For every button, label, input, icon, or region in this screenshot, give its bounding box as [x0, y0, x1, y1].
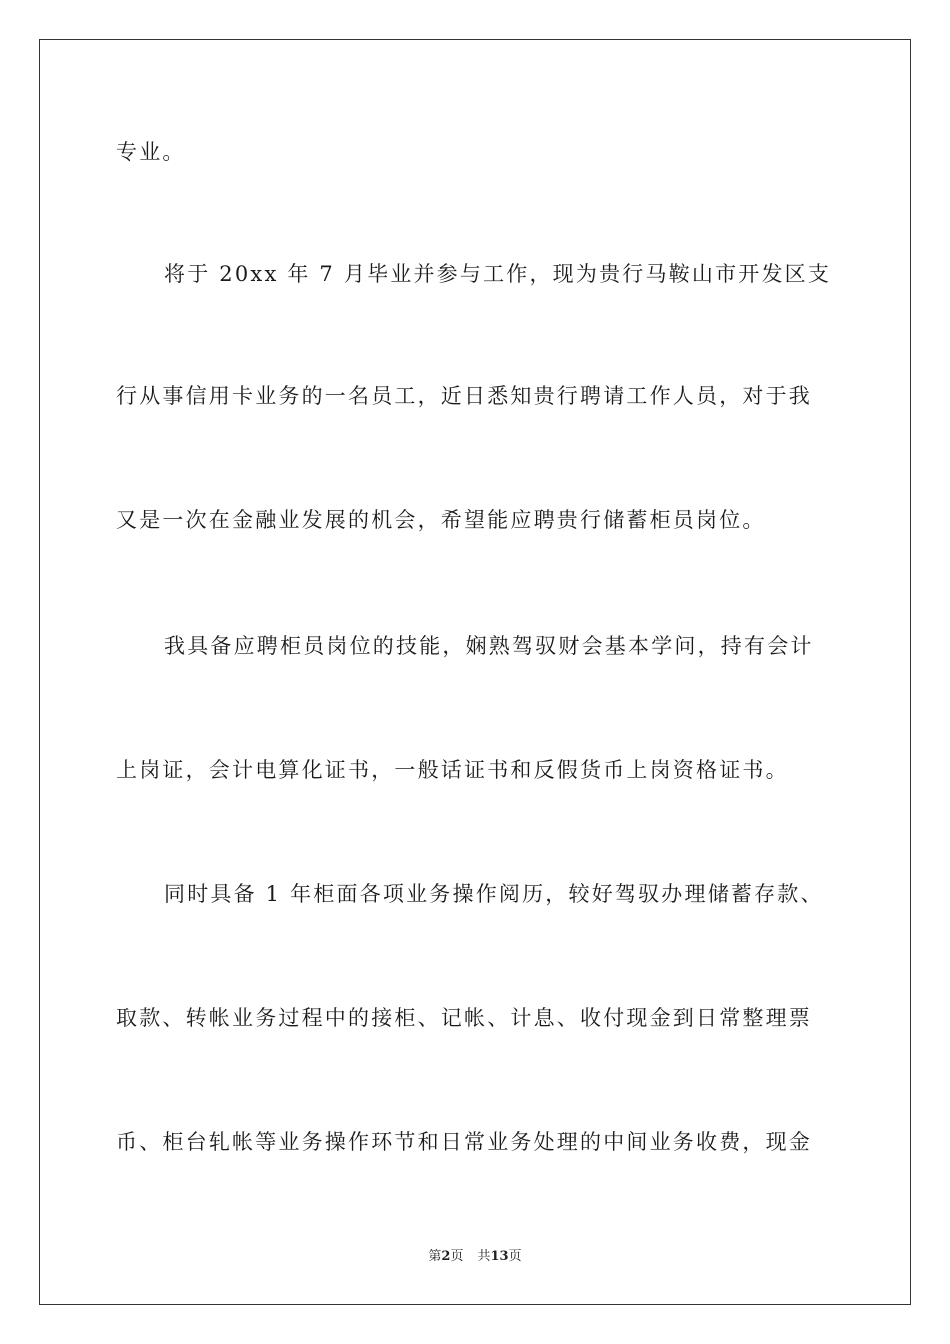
- page-border: [39, 39, 911, 1305]
- total-suffix: 页: [508, 1249, 522, 1264]
- paragraph-3-line-2: 取款、转帐业务过程中的接柜、记帐、计息、收付现金到日常整理票: [116, 1006, 812, 1030]
- paragraph-1-line-3: 又是一次在金融业发展的机会，希望能应聘贵行储蓄柜员岗位。: [116, 508, 766, 532]
- paragraph-2-line-2: 上岗证，会计电算化证书，一般话证书和反假货币上岗资格证书。: [116, 758, 789, 782]
- text-line-1: 专业。: [116, 140, 186, 164]
- paragraph-1-line-2: 行从事信用卡业务的一名员工，近日悉知贵行聘请工作人员，对于我: [116, 384, 812, 408]
- page-prefix: 第: [428, 1249, 442, 1264]
- paragraph-2-line-1: 我具备应聘柜员岗位的技能，娴熟驾驭财会基本学问，持有会计: [164, 634, 814, 658]
- page-number: 2: [441, 1249, 451, 1264]
- total-pages: 13: [490, 1249, 509, 1264]
- paragraph-3-line-1: 同时具备 1 年柜面各项业务操作阅历，较好驾驭办理储蓄存款、: [164, 882, 824, 906]
- page-suffix: 页: [450, 1249, 464, 1264]
- paragraph-1-line-1: 将于 20xx 年 7 月毕业并参与工作，现为贵行马鞍山市开发区支: [164, 262, 832, 286]
- page-footer: [0, 1248, 950, 1266]
- paragraph-3-line-3: 币、柜台轧帐等业务操作环节和日常业务处理的中间业务收费，现金: [116, 1130, 812, 1154]
- total-prefix: 共: [477, 1249, 491, 1264]
